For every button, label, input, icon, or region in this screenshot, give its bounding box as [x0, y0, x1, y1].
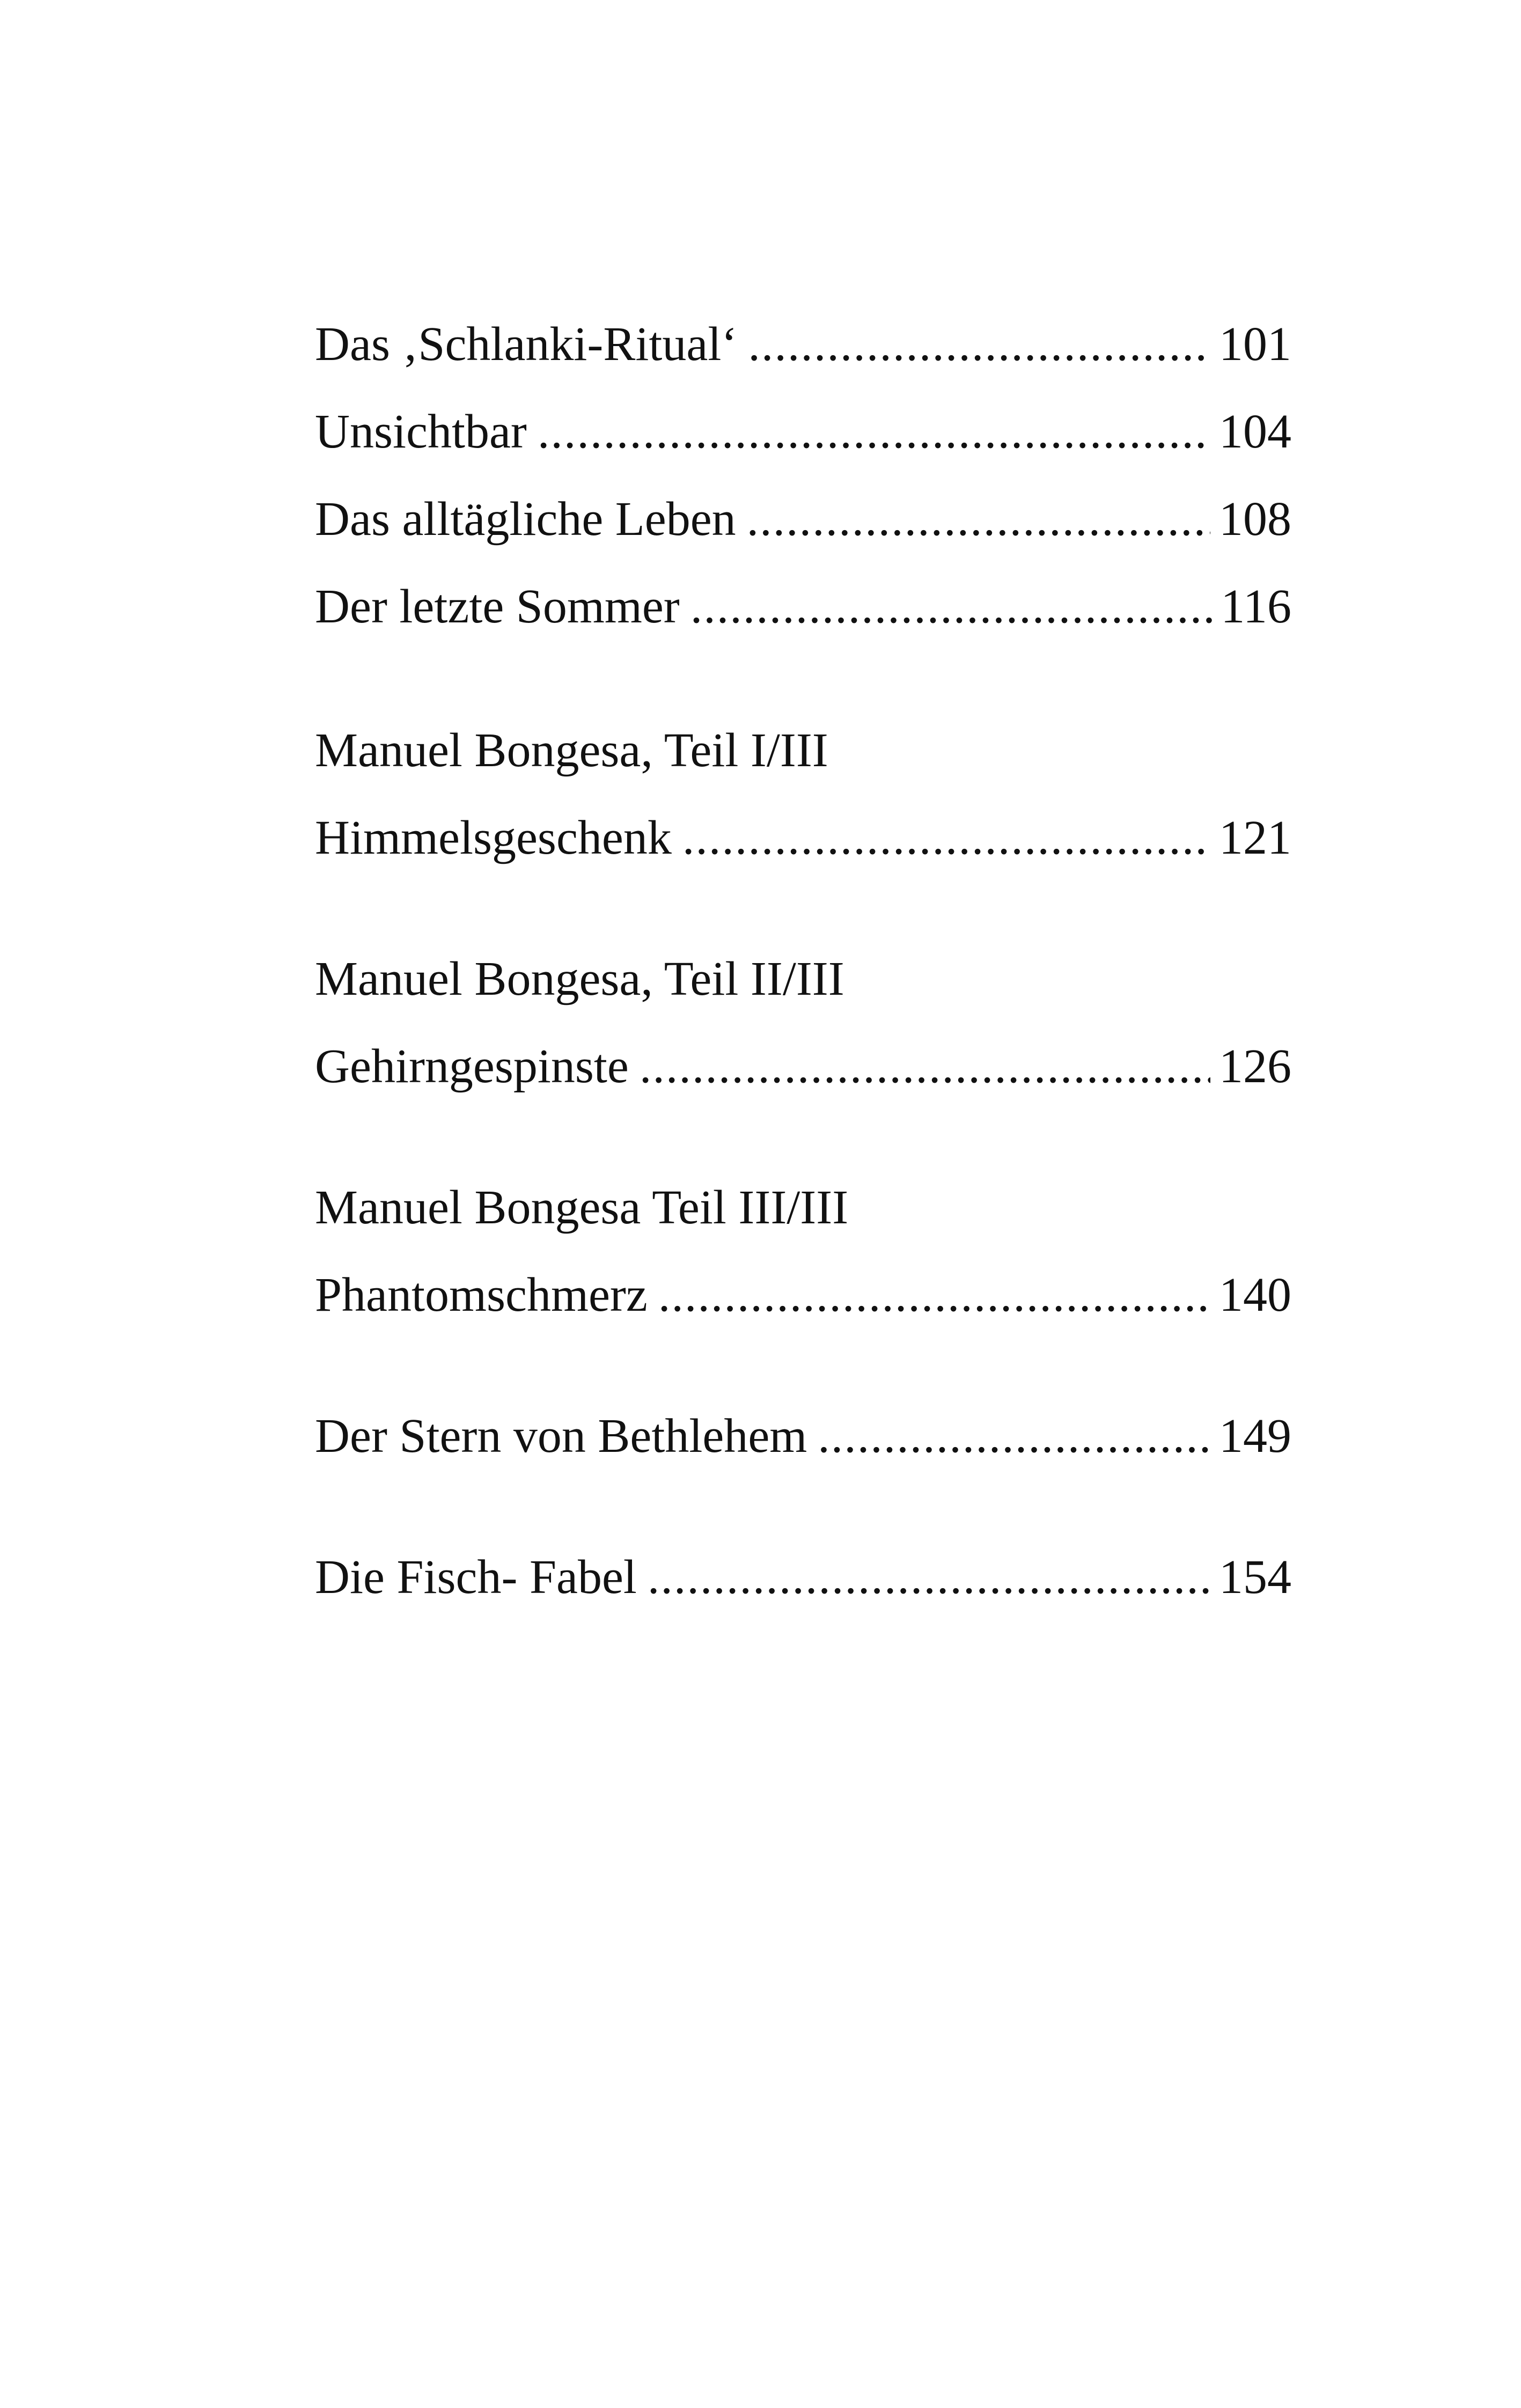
toc-entry-heading: Manuel Bongesa, Teil II/III — [315, 952, 844, 1005]
leader-dots — [538, 388, 1210, 475]
leader-dots — [748, 300, 1210, 388]
leader-dots — [818, 1392, 1210, 1480]
toc-entry-page: 140 — [1219, 1268, 1291, 1322]
toc-entry-page: 101 — [1219, 318, 1291, 371]
toc-entry-page: 149 — [1219, 1409, 1291, 1463]
toc-entry[interactable] — [315, 1533, 1291, 1621]
toc-entry-heading: Manuel Bongesa, Teil I/III — [315, 724, 828, 777]
toc-entry-heading: Manuel Bongesa Teil III/III — [315, 1181, 849, 1234]
toc-entry[interactable] — [315, 563, 1291, 650]
toc-entry[interactable] — [315, 1392, 1291, 1480]
leader-dots — [658, 1251, 1210, 1339]
toc-entry[interactable] — [315, 388, 1291, 475]
toc-entry[interactable] — [315, 300, 1291, 388]
spacer — [315, 650, 1291, 707]
toc-entry[interactable] — [315, 794, 1291, 882]
toc-entry[interactable] — [315, 1251, 1291, 1339]
toc-entry-page: 126 — [1219, 1040, 1291, 1093]
toc-entry-title: Der letzte Sommer — [315, 580, 680, 633]
toc-entry-title: Der Stern von Bethlehem — [315, 1409, 807, 1463]
toc-entry[interactable] — [315, 475, 1291, 563]
toc-entry-title: Die Fisch- Fabel — [315, 1551, 637, 1604]
toc-entry-title: Das ‚Schlanki-Ritual‘ — [315, 318, 738, 371]
leader-dots — [747, 475, 1210, 563]
toc-entry[interactable] — [315, 1023, 1291, 1110]
spacer — [315, 882, 1291, 935]
leader-dots — [648, 1533, 1210, 1621]
leader-dots — [640, 1023, 1210, 1110]
spacer — [315, 1110, 1291, 1164]
toc-entry-title: Himmelsgeschenk — [315, 811, 672, 864]
toc-entry-page: 154 — [1219, 1551, 1291, 1604]
toc-entry-title: Unsichtbar — [315, 405, 527, 458]
table-of-contents — [315, 300, 1291, 1621]
toc-entry-title: Gehirngespinste — [315, 1040, 629, 1093]
toc-entry-page: 104 — [1219, 405, 1291, 458]
toc-entry-page: 108 — [1219, 493, 1291, 546]
toc-entry-title: Das alltägliche Leben — [315, 493, 736, 546]
spacer — [315, 1480, 1291, 1533]
toc-entry-page: 121 — [1219, 811, 1291, 864]
toc-entry-title: Phantomschmerz — [315, 1268, 648, 1322]
leader-dots — [690, 563, 1213, 650]
toc-entry-page: 116 — [1221, 580, 1291, 633]
leader-dots — [682, 794, 1210, 882]
spacer — [315, 1339, 1291, 1392]
